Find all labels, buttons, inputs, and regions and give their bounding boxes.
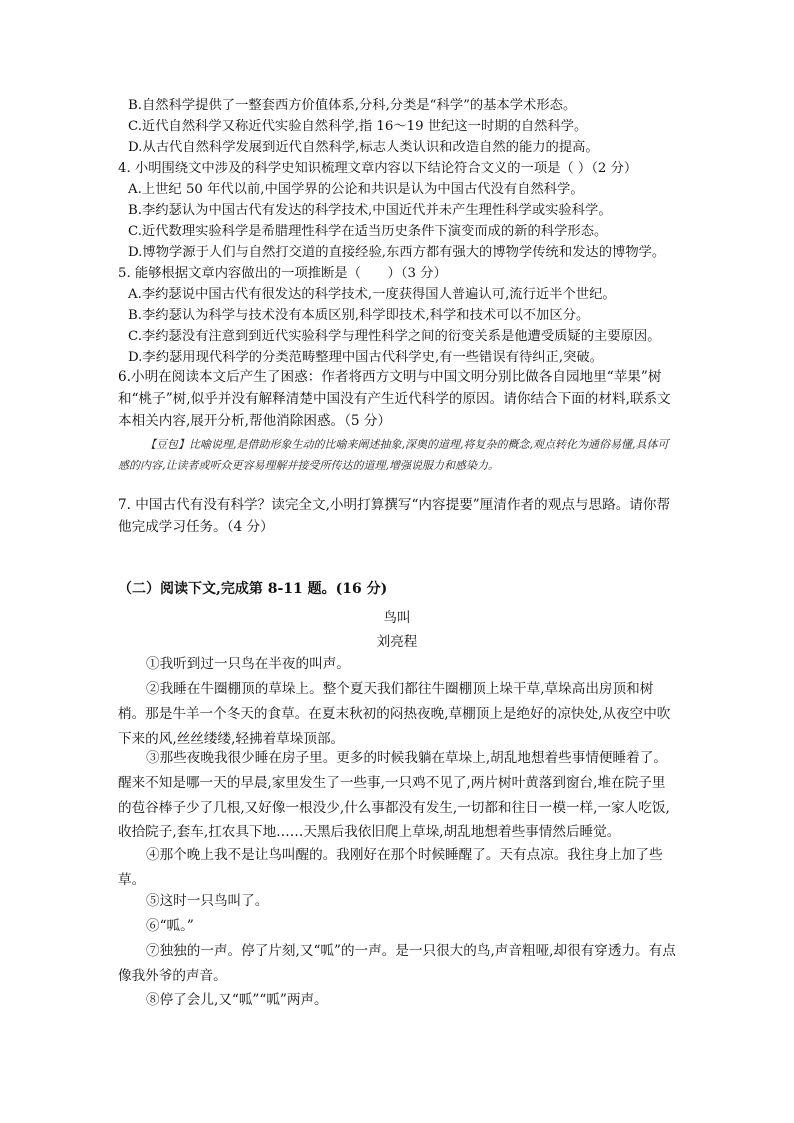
paragraph-6: ⑥“呱。” [146,918,194,934]
paragraph-2: ②我睡在牛圈棚顶的草垛上。整个夏天我们都往牛圈棚顶上垛干草,草垛高出房顶和树梢。那是牛羊一个冬天的食草。在夏末秋初的闷热夜晚,草棚顶上是绝好的凉快处,从夜空中吹下来的风,丝丝缕缕,轻拂着草垛顶部。 [118,681,671,747]
question-7-text: 7. 中国古代有没有科学？读完全文,小明打算撰写“内容提要”厘清作者的观点与思路。请你帮他完成学习任务。（4 分） [118,497,671,535]
question-5-option-a: A.李约瑟说中国古代有很发达的科学技术,一度获得国人普遍认可,流行近半个世纪。 [128,287,616,302]
paragraph-4: ④那个晚上我不是让鸟叫醒的。我刚好在那个时候睡醒了。天有点凉。我往身上加了些草。 [118,847,663,888]
option-3d: D.从古代自然科学发展到近代自然科学,标志人类认识和改造自然的能力的提高。 [128,140,599,155]
paragraph-3: ③那些夜晚我很少睡在房子里。更多的时候我躺在草垛上,胡乱地想着些事情便睡着了。醒来不知是哪一天的早晨,家里发生了一些事,一只鸡不见了,两片树叶黄落到窗台,堆在院子里的苞谷棒子少了几根,又好像一根没少,什么事都没有发生,一切都和往日一模一样,一家人吃饭,收拾院子,套车,扛农具下地……天黑后我依旧爬上草垛,胡乱地想着些事情然后睡觉。 [118,750,670,841]
question-5-stem: 5. 能够根据文章内容做出的一项推断是（ ）（3 分） [118,266,447,281]
paragraph-5: ⑤这时一只鸟叫了。 [146,893,269,909]
paragraph-8: ⑧停了会儿,又“呱”“呱”两声。 [146,992,328,1008]
paragraph-1: ①我听到过一只鸟在半夜的叫声。 [146,656,350,672]
option-3b: B.自然科学提供了一整套西方价值体系,分科,分类是“科学”的基本学术形态。 [128,98,577,113]
question-4-option-b: B.李约瑟认为中国古代有发达的科学技术,中国近代并未产生理性科学或实验科学。 [128,203,612,218]
question-4-stem: 4. 小明围绕文中涉及的科学史知识梳理文章内容以下结论符合文义的一项是（ ）（2 分） [118,161,638,176]
question-5-option-d: D.李约瑟用现代科学的分类范畴整理中国古代科学史,有一些错误有待纠正,突破。 [128,350,603,365]
option-3c: C.近代自然科学又称近代实验自然科学,指 16～19 世纪这一时期的自然科学。 [128,119,588,134]
question-4-option-c: C.近代数理实验科学是希腊理性科学在适当历史条件下演变而成的新的科学形态。 [128,224,608,239]
section-heading: （二）阅读下文,完成第 8-11 题。(16 分) [118,581,388,597]
question-5-option-b: B.李约瑟认为科学与技术没有本质区别,科学即技术,科学和技术可以不加区分。 [128,308,590,323]
paragraph-7: ⑦独独的一声。停了片刻,又“呱”的一声。是一只很大的鸟,声音粗哑,却很有穿透力。有点像我外爷的声音。 [118,943,676,984]
question-5-option-c: C.李约瑟没有注意到到近代实验科学与理性科学之间的衍变关系是他遭受质疑的主要原因。 [128,329,661,344]
question-6-text: 6.小明在阅读本文后产生了困惑：作者将西方文明与中国文明分别比做各自园地里“苹果”树和“桃子”树,似乎并没有解释清楚中国没有产生近代科学的原因。请你结合下面的材料,联系文本相关内容,展开分析,帮他消除困惑。（5 分） [118,369,671,429]
passage-title: 鸟叫 [383,610,411,626]
passage-author: 刘亮程 [376,634,418,650]
question-4-option-d: D.博物学源于人们与自然打交道的直接经验,东西方都有强大的博物学传统和发达的博物学。 [128,245,666,260]
question-4-option-a: A.上世纪 50 年代以前,中国学界的公论和共识是认为中国古代没有自然科学。 [128,182,584,197]
question-6-material: 【豆包】比喻说理,是借助形象生动的比喻来阐述抽象,深奥的道理,将复杂的概念,观点转化为通俗易懂,具体可感的内容,让读者或听众更容易理解并接受所传达的道理,增强说服力和感染力。 [118,438,669,472]
